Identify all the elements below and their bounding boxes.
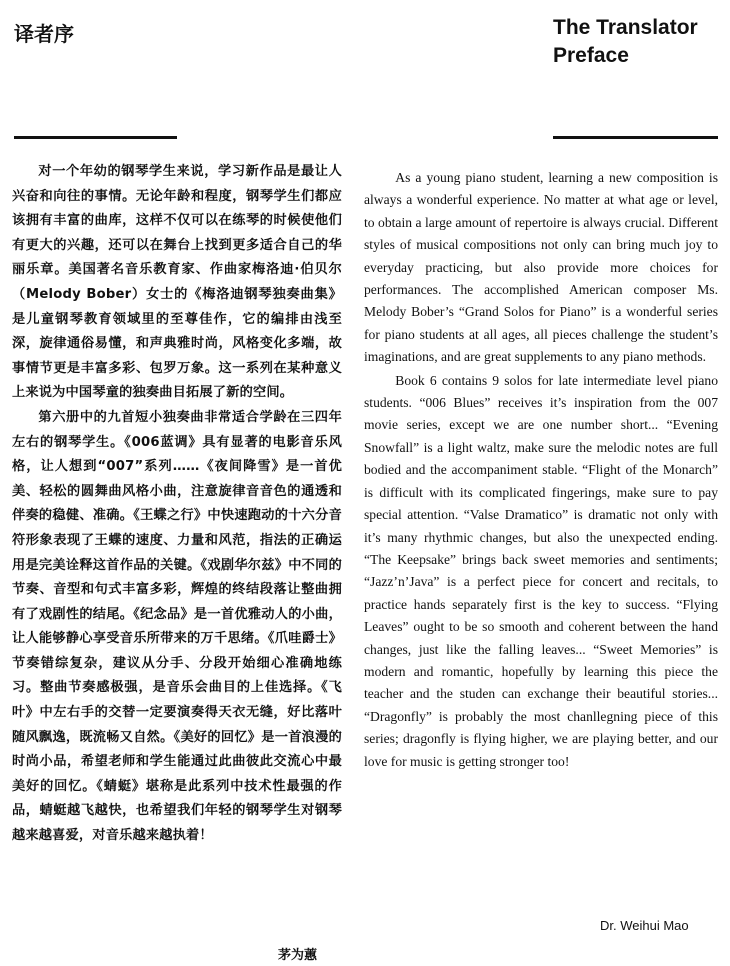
english-paragraph-1: As a young piano student, learning a new composition is always a wonderful experience. No matter at what age or level, to obtain a large amount of repertoire is always crucial. Different styles of musical compositions not only can bring much joy to everyday practicing, but also provide more choices for performances. The accomplished American composer Ms. Melody Bober’s “Grand Solos for Piano” is a wonderful series for piano students at all ages, all pieces challenge the student’s imaginations, and are great supplements to any piano methods. xyxy=(364,170,718,365)
chinese-paragraph-2: 第六册中的九首短小独奏曲非常适合学龄在三四年左右的钢琴学生。《006蓝调》具有显著的电影音乐风格，让人想到“007”系列……《夜间降雪》是一首优美、轻松的圆舞曲风格小曲，注意旋律音音色的通透和伴奏的稳健、准确。《王蝶之行》中快速跑动的十六分音符形象表现了王蝶的速度、力量和风范，指法的正确运用是完美诠释这首作品的关键。《戏剧华尔兹》中不同的节奏、音型和句式丰富多彩，辉煌的终结段落让整曲拥有了戏剧性的结尾。《纪念品》是一首优雅动人的小曲，让人能够静心享受音乐所带来的万千思绪。《爪哇爵士》节奏错综复杂，建议从分手、分段开始细心准确地练习。整曲节奏感极强，是音乐会曲目的上佳选择。《飞叶》中左右手的交替一定要演奏得天衣无缝，好比落叶随风飘逸，既流畅又自然。《美好的回忆》是一首浪漫的时尚小品，希望老师和学生能通过此曲彼此交流心中最美好的回忆。《蜻蜓》堪称是此系列中技术性最强的作品，蜻蜓越飞越快，也希望我们年轻的钢琴学生对钢琴越来越喜爱，对音乐越来越执着！ xyxy=(12,409,342,844)
english-signature: Dr. Weihui Mao xyxy=(600,918,689,933)
chinese-title: 译者序 xyxy=(14,22,74,46)
english-title: The Translator Preface xyxy=(553,16,698,67)
english-preface-body xyxy=(364,167,718,773)
right-title-rule xyxy=(553,136,718,139)
chinese-paragraph-1: 对一个年幼的钢琴学生来说，学习新作品是最让人兴奋和向往的事情。无论年龄和程度，钢琴学生们都应该拥有丰富的曲库，这样不仅可以在练琴的时候使他们有更大的兴趣，还可以在舞台上找到更多适合自己的华丽乐章。美国著名音乐教育家、作曲家梅洛迪·伯贝尔（Melody Bober）女士的《梅洛迪钢琴独奏曲集》是儿童钢琴教育领域里的至尊佳作，它的编排由浅至深，旋律通俗易懂，和声典雅时尚，风格变化多端，故事情节更是丰富多彩、包罗万象。这一系列在某种意义上来说为中国琴童的独奏曲目拓展了新的空间。 xyxy=(12,164,342,401)
chinese-signature: 茅为蕙 xyxy=(278,948,318,963)
left-title-rule xyxy=(14,136,177,139)
chinese-preface-body xyxy=(12,160,342,849)
english-paragraph-2: Book 6 contains 9 solos for late intermediate level piano students. “006 Blues” receives it’s inspiration from the 007 movie series, except we are one number short... “Evening Snowfall” is a light waltz, make sure the melodic notes are full bodied and the accompaniment stable. “Flight of the Monarch” is difficult with its complicated fingerings, make sure to pay special attention. “Valse Dramatico” is dramatic not only with it’s many rhythmic changes, but also the unexpected ending. “The Keepsake” brings back sweet memories and sentiments; “Jazz’n’Java” is a perfect piece for concert and recitals, to practice hands separately first is the key to success. “Flying Leaves” ought to be so smooth and coherent between the hand changes, just like the falling leaves... “Sweet Memories” is modern and romantic, hopefully by learning this piece the teacher and the studen can exchange their beautiful stories... “Dragonfly” is probably the most chanllegning piece of this series; dragonfly is flying higher, we are playing better, and our love for music is getting stronger too! xyxy=(364,372,718,769)
